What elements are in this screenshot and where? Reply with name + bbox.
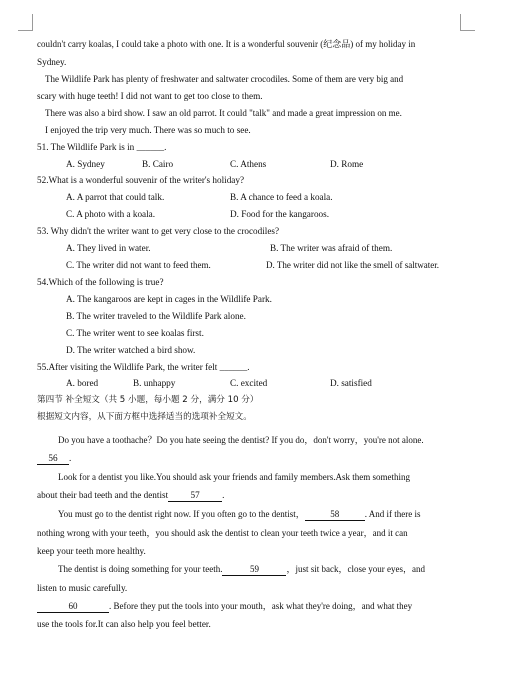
passage-line: scary with huge teeth! I did not want to get too close to them. [37, 91, 263, 101]
blank-60[interactable]: 60 [37, 601, 109, 613]
question-54-option-b: B. The writer traveled to the Wildlife Park alone. [66, 311, 246, 321]
passage-line: I enjoyed the trip very much. There was so much to see. [45, 125, 251, 135]
passage-line: There was also a bird show. I saw an old parrot. It could "talk" and made a great impression on me. [45, 108, 402, 118]
question-55-option-c: C. excited [230, 378, 268, 388]
cloze-text: . Before they put the tools into your mouth，ask what they're doing，and what they [109, 601, 413, 611]
question-53-stem: 53. Why didn't the writer want to get very close to the crocodiles? [37, 226, 280, 236]
section-heading: 第四节 补全短文（共 5 小题，每小题 2 分，满分 10 分） [37, 395, 259, 405]
question-51-option-b: B. Cairo [142, 159, 174, 169]
question-53-option-b: B. The writer was afraid of them. [270, 243, 393, 253]
question-52-stem: 52.What is a wonderful souvenir of the writer's holiday? [37, 175, 245, 185]
cloze-line: use the tools for.It can also help you feel better. [37, 619, 211, 629]
question-53-option-c: C. The writer did not want to feed them. [66, 260, 211, 270]
cloze-text: ，just sit back，close your eyes，and [286, 564, 425, 574]
question-55-option-a: A. bored [66, 378, 99, 388]
section-instruction: 根据短文内容，从下面方框中选择适当的选项补全短文。 [37, 412, 252, 422]
cloze-text: . And if there is [364, 509, 421, 519]
question-52-option-d: D. Food for the kangaroos. [230, 209, 330, 219]
question-54-option-d: D. The writer watched a bird show. [66, 345, 196, 355]
cloze-line: listen to music carefully. [37, 583, 128, 593]
cloze-line: 56 . [37, 452, 71, 465]
blank-56[interactable]: 56 [37, 453, 69, 465]
passage-line: Sydney. [37, 57, 67, 67]
question-51-option-a: A. Sydney [66, 159, 105, 169]
question-55-option-b: B. unhappy [133, 378, 176, 388]
question-54-option-a: A. The kangaroos are kept in cages in the Wildlife Park. [66, 294, 272, 304]
question-55-option-d: D. satisfied [330, 378, 372, 388]
question-51-option-c: C. Athens [230, 159, 267, 169]
cloze-line [58, 508, 421, 521]
question-54-stem: 54.Which of the following is true? [37, 277, 164, 287]
passage-line: couldn't carry koalas, I could take a photo with one. It is a wonderful souvenir (纪念品) of my holiday in [37, 39, 416, 49]
question-53-option-d: D. The writer did not like the smell of saltwater. [266, 260, 440, 270]
cloze-line: keep your teeth more healthy. [37, 546, 146, 556]
blank-58[interactable]: 58 [305, 509, 365, 521]
question-54-option-c: C. The writer went to see koalas first. [66, 328, 204, 338]
cloze-text: You must go to the dentist right now. If you often go to the dentist， [58, 509, 305, 519]
blank-59[interactable]: 59 [222, 564, 286, 576]
passage-line: The Wildlife Park has plenty of freshwater and saltwater crocodiles. Some of them are very big and [45, 74, 404, 84]
question-51-option-d: D. Rome [330, 159, 364, 169]
question-52-option-a: A. A parrot that could talk. [66, 192, 165, 202]
cloze-text: about their bad teeth and the dentist [37, 490, 169, 500]
cloze-line: Look for a dentist you like.You should ask your friends and family members.Ask them something [58, 472, 411, 482]
cloze-line [37, 600, 412, 613]
question-52-option-c: C. A photo with a koala. [66, 209, 156, 219]
blank-57[interactable]: 57 [168, 490, 222, 502]
cloze-line: about their bad teeth and the dentist 57 . [37, 490, 225, 500]
question-52-option-b: B. A chance to feed a koala. [230, 192, 333, 202]
question-51-stem: 51. The Wildlife Park is in ______. [37, 142, 167, 152]
cloze-line: nothing wrong with your teeth，you should ask the dentist to clean your teeth twice a year，and it can [37, 528, 408, 538]
cloze-line: Do you have a toothache？Do you hate seeing the dentist? If you do，don't worry，you're not alone. [58, 435, 424, 445]
cloze-text: The dentist is doing something for your teeth. [58, 564, 223, 574]
cloze-line [58, 563, 425, 576]
question-55-stem: 55.After visiting the Wildlife Park, the writer felt ______. [37, 362, 250, 372]
question-53-option-a: A. They lived in water. [66, 243, 151, 253]
